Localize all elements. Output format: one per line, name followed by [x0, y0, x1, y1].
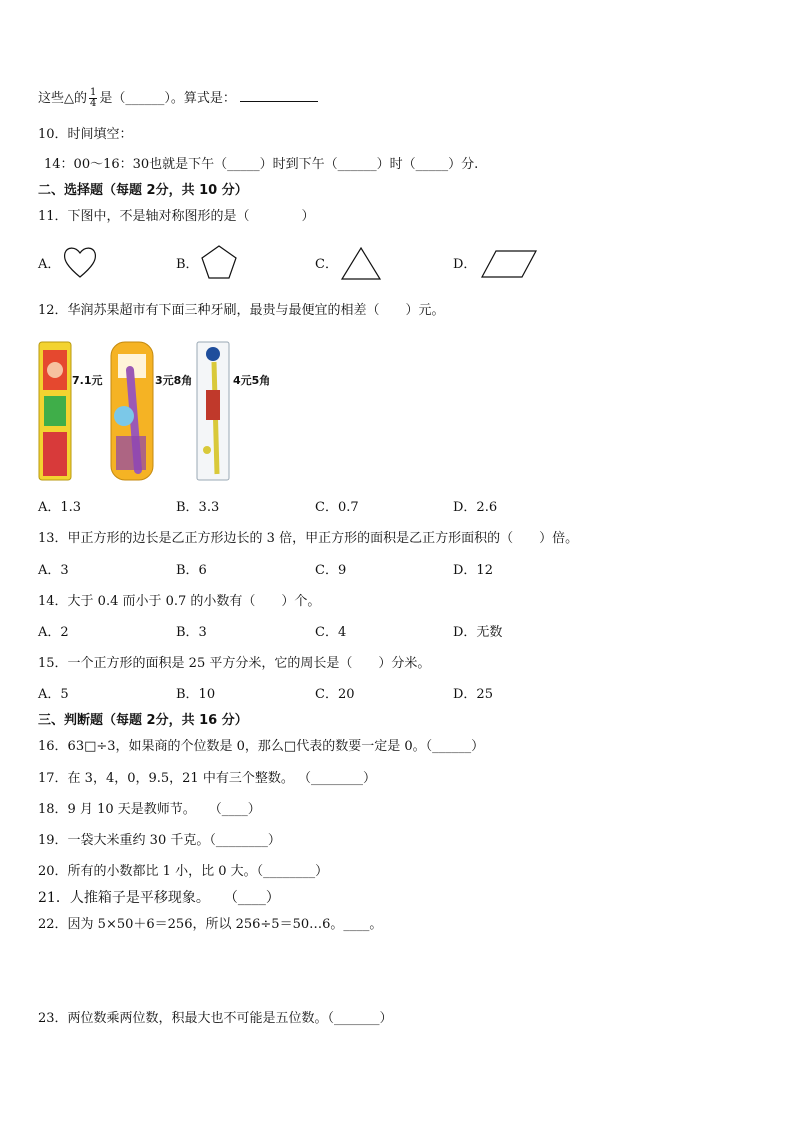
q15-text: 15．一个正方形的面积是 25 平方分米，它的周长是（ ）分米。: [38, 656, 431, 671]
toothbrush-1-image: [38, 340, 72, 482]
q12-option-c[interactable]: C．0.7: [315, 500, 359, 515]
q14-option-d[interactable]: D．无数: [453, 625, 503, 640]
q12-option-a[interactable]: A．1.3: [38, 500, 82, 515]
q15-option-a[interactable]: A．5: [38, 687, 69, 702]
q13-option-a[interactable]: A．3: [38, 563, 69, 578]
q13-text: 13．甲正方形的边长是乙正方形边长的 3 倍，甲正方形的面积是乙正方形面积的（ ）倍。: [38, 531, 579, 546]
q15-option-d[interactable]: D．25: [453, 687, 493, 702]
q14-option-c[interactable]: C．4: [315, 625, 347, 640]
q17-text: 17．在 3，4，0，9.5，21 中有三个整数。 （________）: [38, 771, 376, 786]
q22-text: 22．因为 5×50＋6＝256，所以 256÷5＝50…6。____。: [38, 917, 383, 932]
fraction: $\frac{1}{4}$: [90, 87, 97, 109]
q12-option-d[interactable]: D．2.6: [453, 500, 498, 515]
q14-option-b[interactable]: B．3: [176, 625, 207, 640]
q9-pre: 这些△的: [38, 91, 87, 106]
q13-option-d[interactable]: D．12: [453, 563, 493, 578]
q11-text: 11．下图中，不是轴对称图形的是（ ）: [38, 209, 315, 224]
triangle-icon: [340, 245, 382, 281]
q13-option-b[interactable]: B．6: [176, 563, 207, 578]
q15-option-c[interactable]: C．20: [315, 687, 355, 702]
pentagon-icon: [200, 244, 238, 280]
price-label-2: 3元8角: [155, 374, 193, 387]
q10-title: 10．时间填空：: [38, 127, 133, 142]
q14-text: 14．大于 0.4 而小于 0.7 的小数有（ ）个。: [38, 594, 321, 609]
q11-option-a[interactable]: A．: [38, 257, 61, 272]
toothbrush-2-image: [110, 340, 154, 482]
q12-text: 12．华润苏果超市有下面三种牙刷，最贵与最便宜的相差（ ）元。: [38, 303, 445, 318]
q20-text: 20．所有的小数都比 1 小，比 0 大。（________）: [38, 864, 329, 879]
q15-option-b[interactable]: B．10: [176, 687, 216, 702]
q18-text: 18．9 月 10 天是教师节。 （____）: [38, 802, 261, 817]
section-3-heading: 三、判断题（每题 2分，共 16 分）: [38, 713, 248, 728]
q12-option-b[interactable]: B．3.3: [176, 500, 220, 515]
q14-option-a[interactable]: A．2: [38, 625, 69, 640]
q21-text: 21．人推箱子是平移现象。 （____）: [38, 890, 280, 906]
q16-text: 16．63□÷3，如果商的个位数是 0，那么□代表的数要一定是 0。（______）: [38, 739, 485, 754]
price-label-3: 4元5角: [233, 374, 271, 387]
q9-tail: [38, 88, 318, 109]
q9-post: 是（______）。算式是：: [99, 91, 236, 106]
heart-icon: [62, 244, 98, 280]
q13-option-c[interactable]: C．9: [315, 563, 347, 578]
q10-line: 14：00～16：30也就是下午（_____）时到下午（______）时（_____）分.: [44, 157, 479, 172]
q19-text: 19．一袋大米重约 30 千克。（________）: [38, 833, 281, 848]
price-label-1: 7.1元: [72, 374, 103, 387]
q11-option-c[interactable]: C．: [315, 257, 338, 272]
q23-text: 23．两位数乘两位数，积最大也不可能是五位数。（_______）: [38, 1011, 393, 1026]
q11-option-d[interactable]: D．: [453, 257, 477, 272]
q11-option-b[interactable]: B．: [176, 257, 199, 272]
answer-blank[interactable]: [240, 89, 318, 102]
toothbrush-3-image: [196, 340, 230, 482]
section-2-heading: 二、选择题（每题 2分，共 10 分）: [38, 183, 248, 198]
parallelogram-icon: [480, 249, 538, 279]
